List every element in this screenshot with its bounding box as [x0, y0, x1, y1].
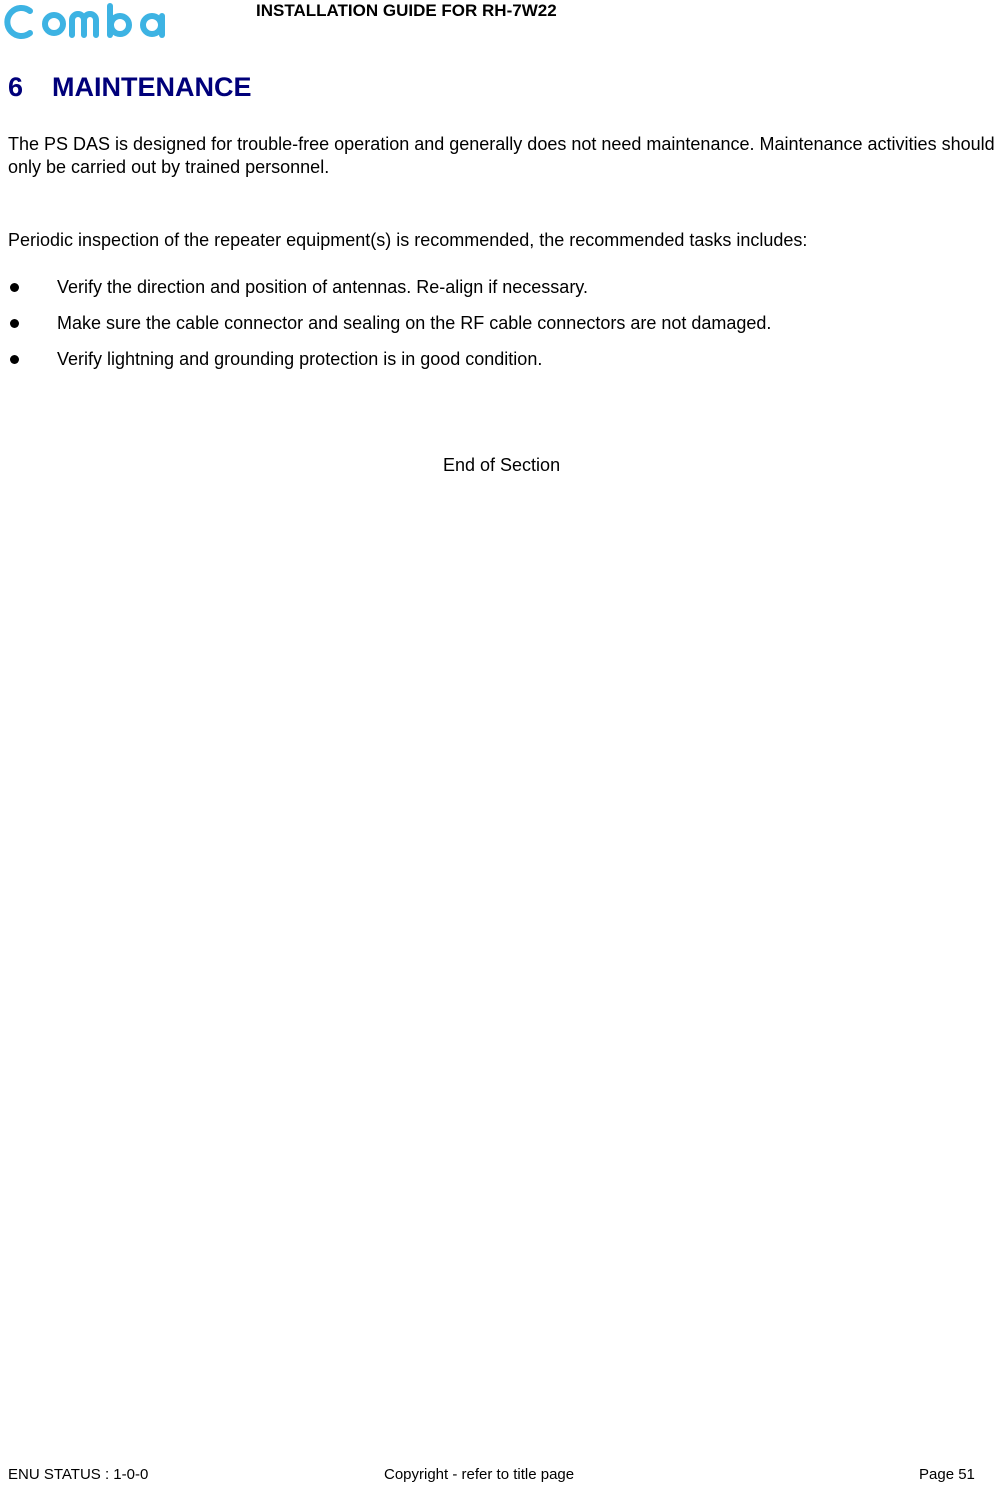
section-number: 6	[8, 72, 24, 102]
task-text: Verify lightning and grounding protection is in good condition.	[57, 349, 543, 369]
section-heading	[8, 72, 252, 103]
task-text: Make sure the cable connector and sealing on the RF cable connectors are not damaged.	[57, 313, 772, 333]
section-title: MAINTENANCE	[52, 72, 252, 102]
comba-logo	[0, 2, 182, 40]
bullet-icon	[10, 355, 19, 364]
footer-status: ENU STATUS : 1-0-0	[8, 1466, 149, 1483]
footer-copyright: Copyright - refer to title page	[384, 1466, 575, 1483]
inspection-paragraph: Periodic inspection of the repeater equipment(s) is recommended, the recommended tasks includes:	[8, 230, 808, 250]
task-text: Verify the direction and position of antennas. Re-align if necessary.	[57, 277, 588, 297]
intro-paragraph: The PS DAS is designed for trouble-free operation and generally does not need maintenance. Maintenance activities should only be carried out by trained personnel.	[8, 134, 995, 177]
bullet-icon	[10, 319, 19, 328]
document-header-title: INSTALLATION GUIDE FOR RH-7W22	[256, 1, 557, 20]
end-of-section-text: End of Section	[443, 455, 561, 475]
footer-page-number: Page 51	[919, 1466, 975, 1483]
bullet-icon	[10, 283, 19, 292]
